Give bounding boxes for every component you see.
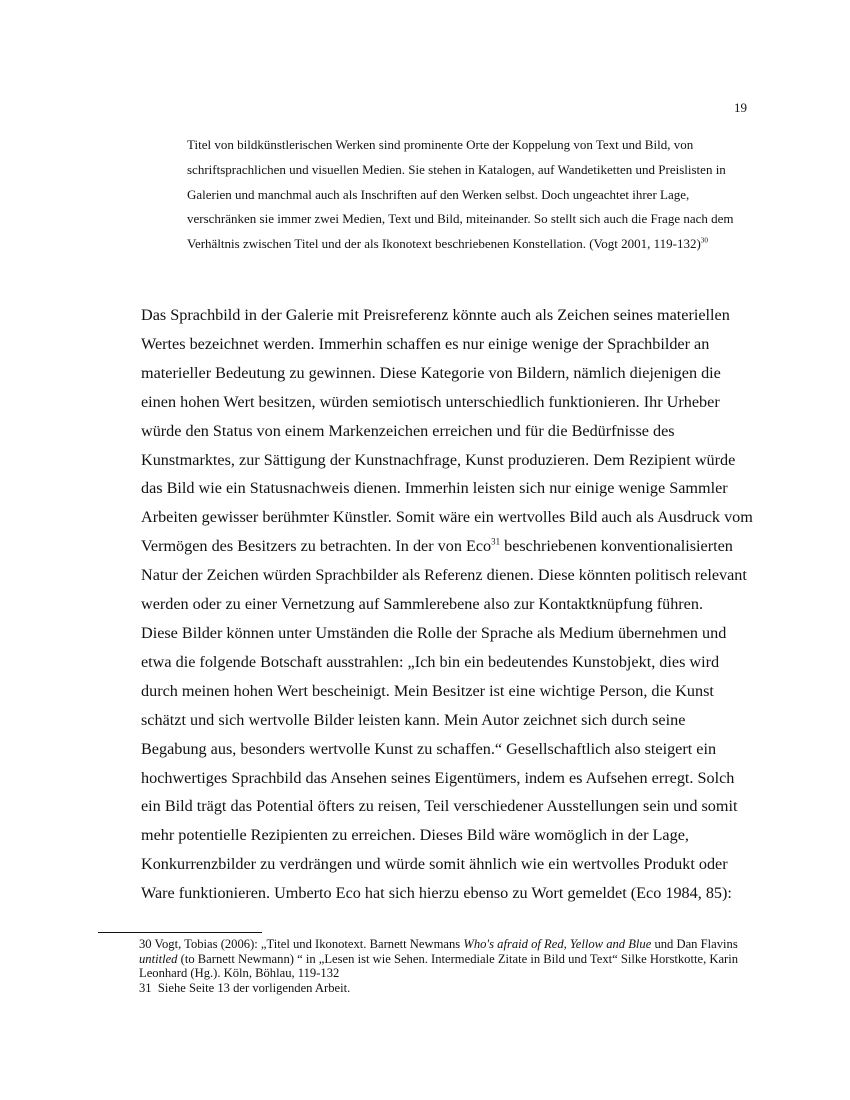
- footnotes: [139, 937, 759, 995]
- footnote-text: Vogt, Tobias (2006): „Titel und Ikonotext. Barnett Newmans: [154, 937, 464, 951]
- footnote-text: (to Barnett Newmann) “ in „Lesen ist wie Sehen. Intermediale Zitate in Bild und Text“ Silke Horstkotte, Karin Leonhard (Hg.). Köln, Böhlau, 119-132: [139, 951, 739, 981]
- paragraph-1-text-a: Das Sprachbild in der Galerie mit Preisreferenz könnte auch als Zeichen seines materiellen Wertes bezeichnet werden. Immerhin schaffen es nur einige wenige der Sprachbilder an materieller Bedeutung zu gewinnen. Diese Kategorie von Bildern, nämlich diejenigen die einen hohen Wert besitzen, würden semiotisch unterschiedlich funktionieren. Ihr Urheber würde den Status von einem Markenzeichen erreichen und für die Bedürfnisse des Kunstmarktes, zur Sättigung der Kunstnachfrage, Kunst produzieren. Dem Rezipient würde das Bild wie ein Statusnachweis dienen. Immerhin leisten sich nur einige wenige Sammler Arbeiten gewisser berühmter Künstler. Somit wäre ein wertvolles Bild auch als Ausdruck vom Vermögen des Besitzers zu betrachten. In der von Eco: [141, 306, 753, 556]
- block-quote: [187, 133, 753, 257]
- footnote-text: Siehe Seite 13 der vorligenden Arbeit.: [157, 980, 351, 995]
- footnote-italic-title: untitled: [139, 951, 178, 966]
- footnote-31: [139, 981, 759, 996]
- footnote-ref-30[interactable]: 30: [700, 236, 708, 245]
- footnote-30: [139, 937, 759, 981]
- footnote-text: und Dan Flavins: [651, 937, 738, 951]
- paragraph-1: [141, 301, 754, 619]
- footnote-separator: [98, 932, 262, 933]
- footnote-number: 31: [139, 980, 152, 995]
- paragraph-1-text-b: beschriebenen konventionalisierten Natur der Zeichen würden Sprachbilder als Referenz dienen. Diese könnten politisch relevant werden oder zu einer Vernetzung auf Sammlerebene also zur Kontaktknüpfung führen.: [141, 537, 747, 614]
- footnote-italic-title: Who's afraid of Red, Yellow and Blue: [463, 937, 652, 951]
- block-quote-text: Titel von bildkünstlerischen Werken sind prominente Orte der Koppelung von Text und Bild, von schriftsprachlichen und visuellen Medien. Sie stehen in Katalogen, auf Wandetiketten und Preislisten in Galerien und manchmal auch als Inschriften auf den Werken selbst. Doch ungeachtet ihrer Lage, verschränken sie immer zwei Medien, Text und Bild, miteinander. So stellt sich auch die Frage nach dem Verhältnis zwischen Titel und der als Ikonotext beschriebenen Konstellation. (Vogt 2001, 119-132): [187, 137, 734, 252]
- footnote-ref-31[interactable]: 31: [491, 536, 501, 547]
- page-number: 19: [734, 100, 747, 115]
- body-text: [141, 301, 754, 908]
- paragraph-2: Diese Bilder können unter Umständen die Rolle der Sprache als Medium übernehmen und etwa die folgende Botschaft ausstrahlen: „Ich bin ein bedeutendes Kunstobjekt, dies wird durch meinen hohen Wert bescheinigt. Mein Besitzer ist eine wichtige Person, die Kunst schätzt und sich wertvolle Bilder leisten kann. Mein Autor zeichnet sich durch seine Begabung aus, besonders wertvolle Kunst zu schaffen.“ Gesellschaftlich also steigert ein hochwertiges Sprachbild das Ansehen seines Eigentümers, indem es Aufsehen erregt. Solch ein Bild trägt das Potential öfters zu reisen, Teil verschiedener Ausstellungen sein und somit mehr potentielle Rezipienten zu erreichen. Dieses Bild wäre womöglich in der Lage, Konkurrenzbilder zu verdrängen und würde somit ähnlich wie ein wertvolles Produkt oder Ware funktionieren. Umberto Eco hat sich hierzu ebenso zu Wort gemeldet (Eco 1984, 85):: [141, 623, 738, 903]
- footnote-number: 30: [139, 937, 152, 951]
